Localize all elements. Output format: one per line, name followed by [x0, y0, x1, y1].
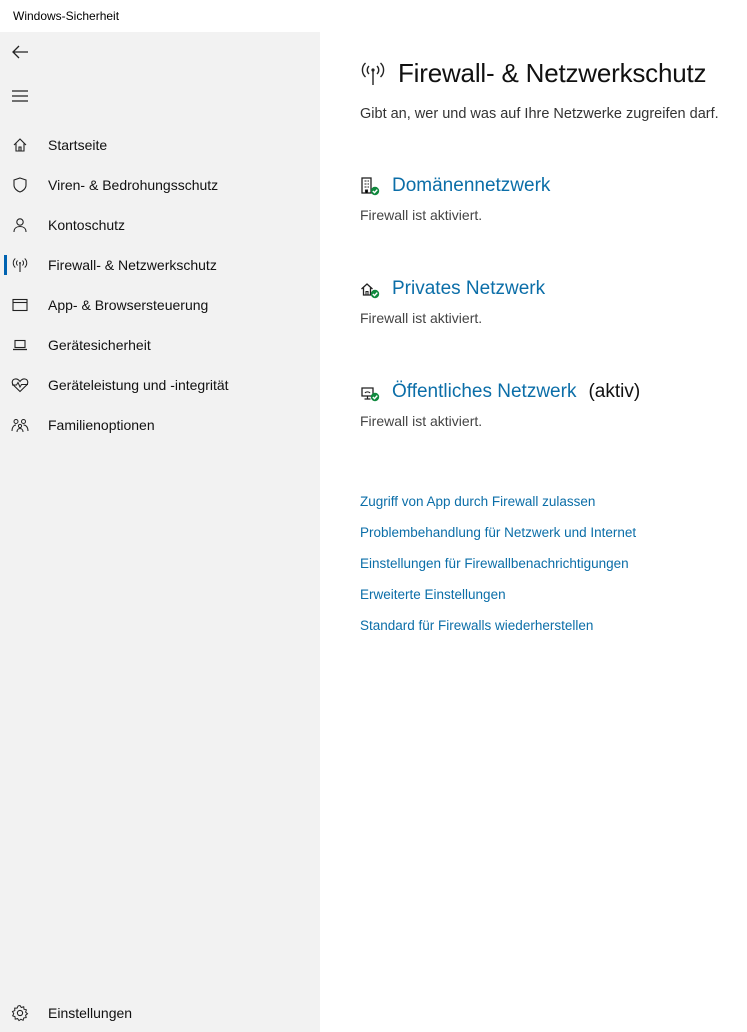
- page-title: Firewall- & Netzwerkschutz: [398, 58, 707, 88]
- sidebar-item-einstellungen[interactable]: [0, 993, 320, 1032]
- sidebar-item-label: Viren- & Bedrohungsschutz: [48, 177, 219, 193]
- network-name: Privates Netzwerk: [392, 278, 546, 299]
- sidebar-item-label: Kontoschutz: [48, 217, 126, 233]
- public-network-icon: [360, 381, 382, 403]
- network-status: Firewall ist aktiviert.: [360, 413, 483, 429]
- domain-network-icon: [360, 175, 382, 197]
- sidebar: [0, 32, 320, 1032]
- sidebar-item-geraetesicherheit[interactable]: [0, 325, 320, 365]
- active-indicator: [4, 255, 7, 275]
- laptop-icon: [11, 336, 29, 354]
- sidebar-nav: [0, 125, 320, 445]
- network-domain-link[interactable]: [360, 175, 740, 197]
- link-firewall-notification-settings[interactable]: Einstellungen für Firewallbenachrichtigungen: [360, 556, 629, 571]
- page-subtitle: Gibt an, wer und was auf Ihre Netzwerke zugreifen darf.: [360, 106, 719, 122]
- sidebar-item-geraeteleistung[interactable]: [0, 365, 320, 405]
- home-icon: [11, 136, 29, 154]
- active-suffix: (aktiv): [588, 381, 641, 402]
- window-title: Windows-Sicherheit: [13, 9, 120, 23]
- antenna-icon: [360, 61, 386, 87]
- network-public: [360, 381, 740, 429]
- page-header: [360, 58, 706, 89]
- network-name: Domänennetzwerk: [392, 175, 551, 196]
- network-domain: [360, 175, 740, 223]
- sidebar-item-label: App- & Browsersteuerung: [48, 297, 209, 313]
- network-status: Firewall ist aktiviert.: [360, 207, 483, 223]
- sidebar-item-label: Startseite: [48, 137, 108, 153]
- private-network-icon: [360, 278, 382, 300]
- link-advanced-settings[interactable]: Erweiterte Einstellungen: [360, 587, 506, 602]
- sidebar-item-label: Geräteleistung und -integrität: [48, 377, 229, 393]
- heart-pulse-icon: [11, 376, 29, 394]
- sidebar-item-familienoptionen[interactable]: [0, 405, 320, 445]
- main-content: [320, 32, 747, 1032]
- sidebar-item-firewall[interactable]: [0, 245, 320, 285]
- browser-window-icon: [11, 296, 29, 314]
- gear-icon: [11, 1004, 29, 1022]
- settings-label: Einstellungen: [48, 1005, 133, 1021]
- sidebar-item-label: Familienoptionen: [48, 417, 155, 433]
- back-button[interactable]: [0, 32, 40, 72]
- related-links: [360, 494, 636, 649]
- sidebar-item-label: Gerätesicherheit: [48, 337, 151, 353]
- network-status: Firewall ist aktiviert.: [360, 310, 483, 326]
- network-private-link[interactable]: [360, 278, 740, 300]
- title-bar: [0, 0, 747, 32]
- link-restore-firewall-defaults[interactable]: Standard für Firewalls wiederherstellen: [360, 618, 594, 633]
- hamburger-icon: [11, 89, 29, 103]
- family-icon: [11, 416, 29, 434]
- sidebar-item-label: Firewall- & Netzwerkschutz: [48, 257, 217, 273]
- back-arrow-icon: [11, 43, 29, 61]
- person-icon: [11, 216, 29, 234]
- network-public-link[interactable]: [360, 381, 740, 403]
- link-allow-app-through-firewall[interactable]: Zugriff von App durch Firewall zulassen: [360, 494, 596, 509]
- link-troubleshoot-network[interactable]: Problembehandlung für Netzwerk und Internet: [360, 525, 637, 540]
- sidebar-item-startseite[interactable]: [0, 125, 320, 165]
- sidebar-item-app-browser[interactable]: [0, 285, 320, 325]
- hamburger-menu-button[interactable]: [0, 76, 40, 116]
- sidebar-item-kontoschutz[interactable]: [0, 205, 320, 245]
- network-name: Öffentliches Netzwerk: [392, 381, 577, 402]
- antenna-icon: [11, 256, 29, 274]
- shield-icon: [11, 176, 29, 194]
- network-private: [360, 278, 740, 326]
- sidebar-item-viren[interactable]: [0, 165, 320, 205]
